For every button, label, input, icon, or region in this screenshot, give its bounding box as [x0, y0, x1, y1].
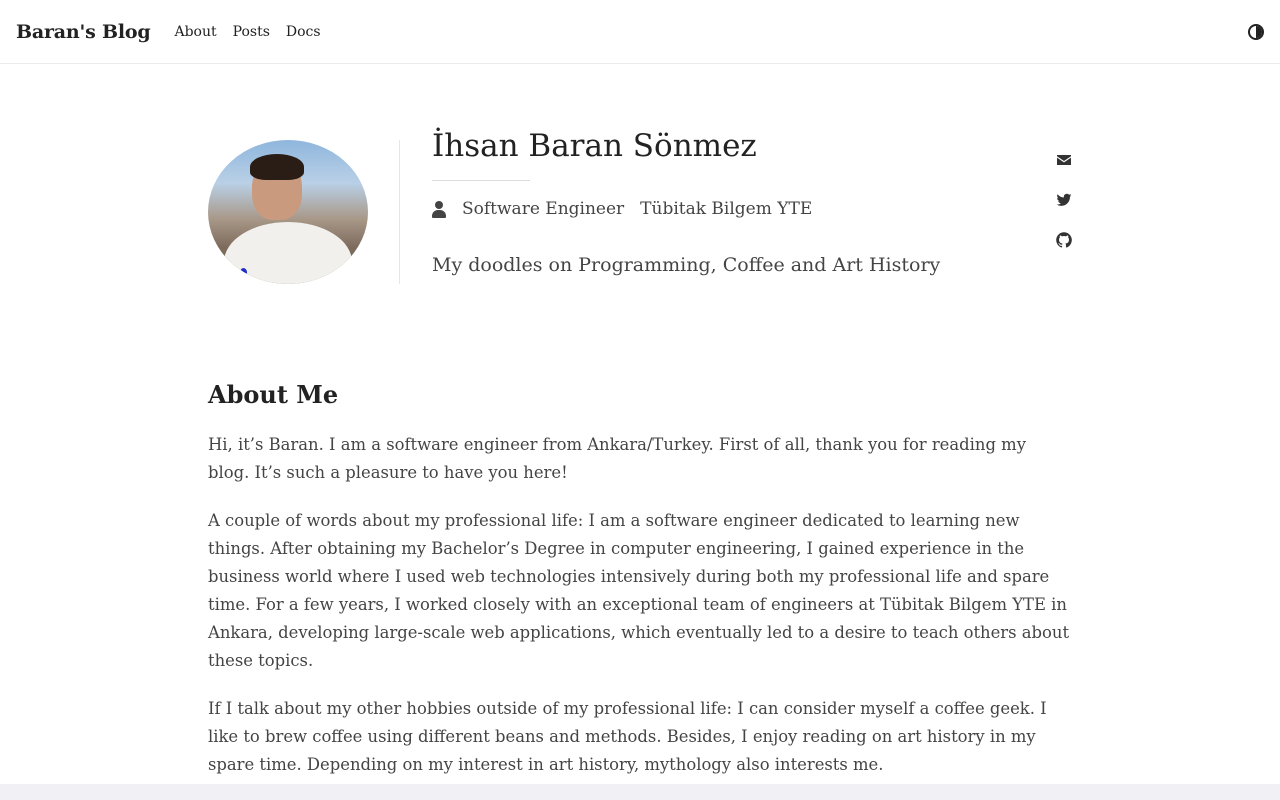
site-brand[interactable]: Baran's Blog	[16, 20, 151, 43]
avatar	[208, 140, 368, 284]
avatar-badge	[240, 268, 247, 277]
job-title: Software Engineer	[462, 199, 625, 219]
company-name: Tübitak Bilgem YTE	[640, 199, 813, 219]
about-paragraph-3: If I talk about my other hobbies outside of my professional life: I can consider myself a coffee geek. I like to brew coffee using different beans and methods. Besides, I enjoy reading on art history in my spare time. Depending on my interest in art history, mythology also interests me.	[208, 699, 1047, 774]
about-paragraph-2: A couple of words about my professional life: I am a software engineer dedicated to learning new things. After obtaining my Bachelor’s Degree in computer engineering, I gained experience in the business world where I used web technologies intensively during both my professional life and spare time. For a few years, I worked closely with an exceptional team of engineers at Tübitak Bilgem YTE in Ankara, developing large-scale web applications, which eventually led to a desire to teach others about these topics.	[208, 511, 1070, 670]
theme-toggle-contrast-icon[interactable]	[1248, 24, 1264, 40]
nav-link-about[interactable]: About	[174, 23, 217, 40]
user-icon	[432, 201, 446, 218]
main-content	[208, 128, 1072, 779]
nav-links	[174, 24, 320, 40]
nav-link-posts[interactable]: Posts	[232, 23, 270, 40]
social-links	[1056, 152, 1072, 250]
top-navbar	[0, 0, 1280, 64]
profile-job	[432, 199, 940, 219]
github-icon[interactable]	[1056, 232, 1072, 250]
profile-section	[208, 128, 1072, 348]
about-paragraph-1: Hi, it’s Baran. I am a software engineer from Ankara/Turkey. First of all, thank you for reading my blog. It’s such a pleasure to have you here!	[208, 435, 1026, 482]
profile-tagline: My doodles on Programming, Coffee and Art History	[432, 254, 941, 276]
about-section	[208, 380, 1072, 779]
email-icon[interactable]	[1056, 152, 1072, 170]
avatar-hair	[250, 154, 304, 180]
profile-info	[432, 128, 940, 276]
profile-divider	[399, 140, 400, 284]
twitter-icon[interactable]	[1056, 192, 1072, 210]
about-heading: About Me	[208, 380, 339, 409]
footer-bar	[0, 784, 1280, 800]
profile-name: İhsan Baran Sönmez	[432, 128, 757, 164]
name-underline	[432, 180, 530, 181]
nav-link-docs[interactable]: Docs	[285, 23, 321, 40]
